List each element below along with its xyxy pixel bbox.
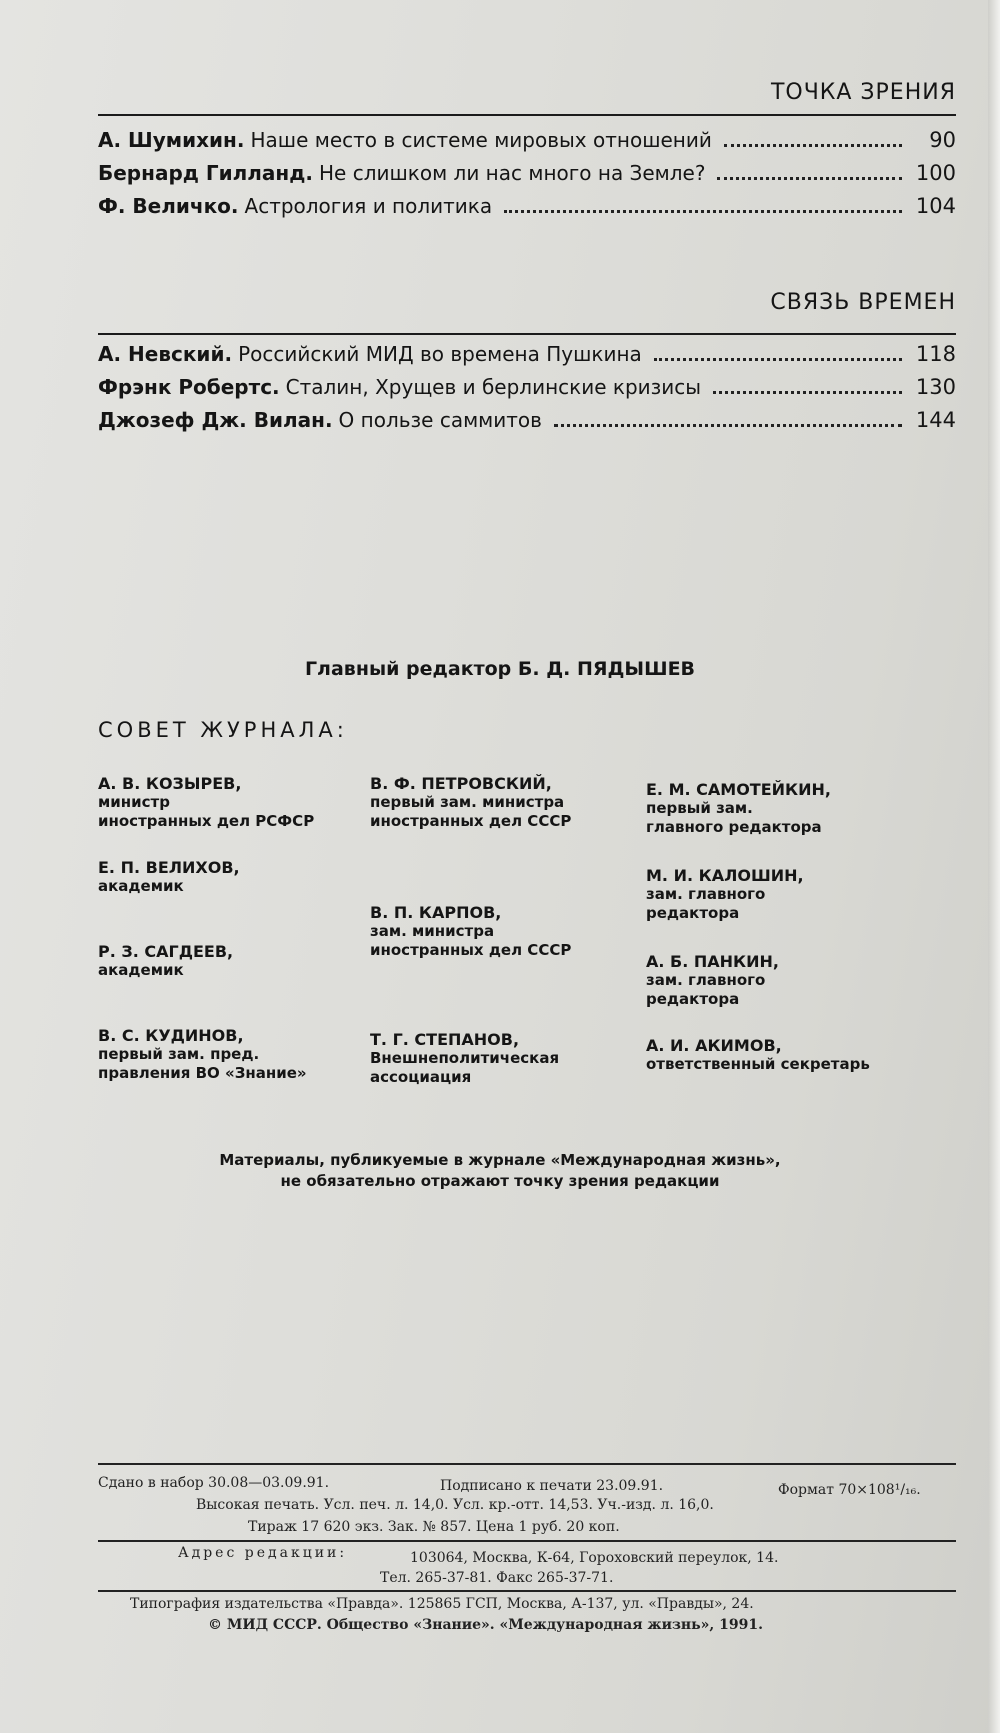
editorial-disclaimer: Материалы, публикуемые в журнале «Международная жизнь», не обязательно отражают точку зрения редакции (219, 1151, 781, 1190)
member-name: Е. М. САМОТЕЙКИН, (646, 780, 831, 799)
member-name: Р. З. САГДЕЕВ, (98, 942, 234, 961)
section-rule (98, 114, 956, 116)
dot-leader (717, 177, 901, 180)
member-role: зам. министра иностранных дел СССР (370, 922, 572, 959)
council-member (98, 858, 240, 896)
toc-title: Астрология и политика (244, 194, 493, 218)
imprint-printer: Типография издательства «Правда». 125865 ГСП, Москва, А-137, ул. «Правды», 24. (130, 1596, 754, 1612)
toc-page-number: 144 (915, 408, 956, 432)
member-role: первый зам. министра иностранных дел СССР (370, 793, 572, 830)
imprint-rule-mid (98, 1540, 956, 1542)
toc-page-number: 118 (915, 342, 956, 366)
member-role: Внешнеполитическая ассоциация (370, 1049, 560, 1086)
member-name: А. В. КОЗЫРЕВ, (98, 774, 242, 793)
council-member (646, 1036, 870, 1074)
toc-title: О пользе саммитов (338, 408, 542, 432)
imprint-run-line: Тираж 17 620 экз. Зак. № 857. Цена 1 руб. 20 коп. (248, 1519, 620, 1535)
toc-title: Сталин, Хрущев и берлинские кризисы (285, 375, 702, 399)
toc-author: Бернард Гилланд. (98, 161, 313, 185)
council-heading: СОВЕТ ЖУРНАЛА: (98, 718, 348, 742)
member-role: министр иностранных дел РСФСР (98, 793, 315, 830)
member-role: зам. главного редактора (646, 971, 766, 1008)
toc-title: Российский МИД во времена Пушкина (238, 342, 642, 366)
member-name: А. И. АКИМОВ, (646, 1036, 782, 1055)
council-member (98, 774, 314, 831)
toc-entry (98, 194, 956, 224)
toc-page-number: 90 (929, 128, 956, 152)
section-heading-viewpoint: ТОЧКА ЗРЕНИЯ (770, 80, 956, 105)
member-name: М. И. КАЛОШИН, (646, 866, 804, 885)
council-member (370, 903, 571, 960)
member-role: ответственный секретарь (646, 1055, 870, 1073)
member-name: Т. Г. СТЕПАНОВ, (370, 1030, 520, 1049)
dot-leader (504, 210, 902, 213)
toc-entry (98, 161, 956, 191)
member-role: академик (98, 877, 184, 895)
dot-leader (654, 358, 902, 361)
dot-leader (724, 144, 902, 147)
toc-entry (98, 375, 956, 405)
toc-author: Джозеф Дж. Вилан. (98, 408, 333, 432)
toc-page-number: 130 (915, 375, 956, 399)
imprint-format: Формат 70×108¹/₁₆. (778, 1482, 921, 1498)
council-member (646, 952, 779, 1009)
member-name: Е. П. ВЕЛИХОВ, (98, 858, 240, 877)
toc-title: Не слишком ли нас много на Земле? (319, 161, 706, 185)
page-edge (988, 0, 1000, 1733)
council-member (370, 774, 571, 831)
member-role: академик (98, 961, 184, 979)
member-role: первый зам. главного редактора (646, 799, 822, 836)
member-name: А. Б. ПАНКИН, (646, 952, 779, 971)
toc-title: Наше место в системе мировых отношений (250, 128, 712, 152)
toc-entry (98, 408, 956, 438)
member-name: В. П. КАРПОВ, (370, 903, 502, 922)
section-heading-time-link: СВЯЗЬ ВРЕМЕН (770, 290, 956, 315)
dot-leader (554, 424, 902, 427)
member-name: В. С. КУДИНОВ, (98, 1026, 244, 1045)
imprint-signed: Подписано к печати 23.09.91. (440, 1478, 664, 1494)
member-name: В. Ф. ПЕТРОВСКИЙ, (370, 774, 552, 793)
council-member (98, 942, 233, 980)
imprint-address-label: Адрес редакции: (178, 1545, 348, 1561)
toc-entry (98, 128, 956, 158)
toc-author: Ф. Величко. (98, 194, 239, 218)
imprint-print-line: Высокая печать. Усл. печ. л. 14,0. Усл. кр.-отт. 14,53. Уч.-изд. л. 16,0. (196, 1497, 714, 1513)
toc-author: А. Шумихин. (98, 128, 245, 152)
imprint-rule-bottom (98, 1590, 956, 1592)
editor-in-chief: Главный редактор Б. Д. ПЯДЫШЕВ (304, 658, 696, 680)
imprint-phones: Тел. 265-37-81. Факс 265-37-71. (380, 1570, 614, 1586)
member-role: зам. главного редактора (646, 885, 766, 922)
imprint-rule-top (98, 1463, 956, 1465)
section-rule (98, 333, 956, 335)
council-member (98, 1026, 307, 1083)
toc-author: Фрэнк Робертс. (98, 375, 280, 399)
council-member (646, 866, 804, 923)
dot-leader (713, 391, 902, 394)
imprint-sent: Сдано в набор 30.08—03.09.91. (98, 1475, 330, 1491)
imprint-copyright: © МИД СССР. Общество «Знание». «Международная жизнь», 1991. (208, 1617, 763, 1633)
member-role: первый зам. пред. правления ВО «Знание» (98, 1045, 307, 1082)
toc-page-number: 104 (915, 194, 956, 218)
toc-entry (98, 342, 956, 372)
council-member (646, 780, 831, 837)
council-member (370, 1030, 559, 1087)
imprint-address: 103064, Москва, К-64, Гороховский переулок, 14. (410, 1550, 779, 1566)
toc-page-number: 100 (915, 161, 956, 185)
toc-author: А. Невский. (98, 342, 233, 366)
